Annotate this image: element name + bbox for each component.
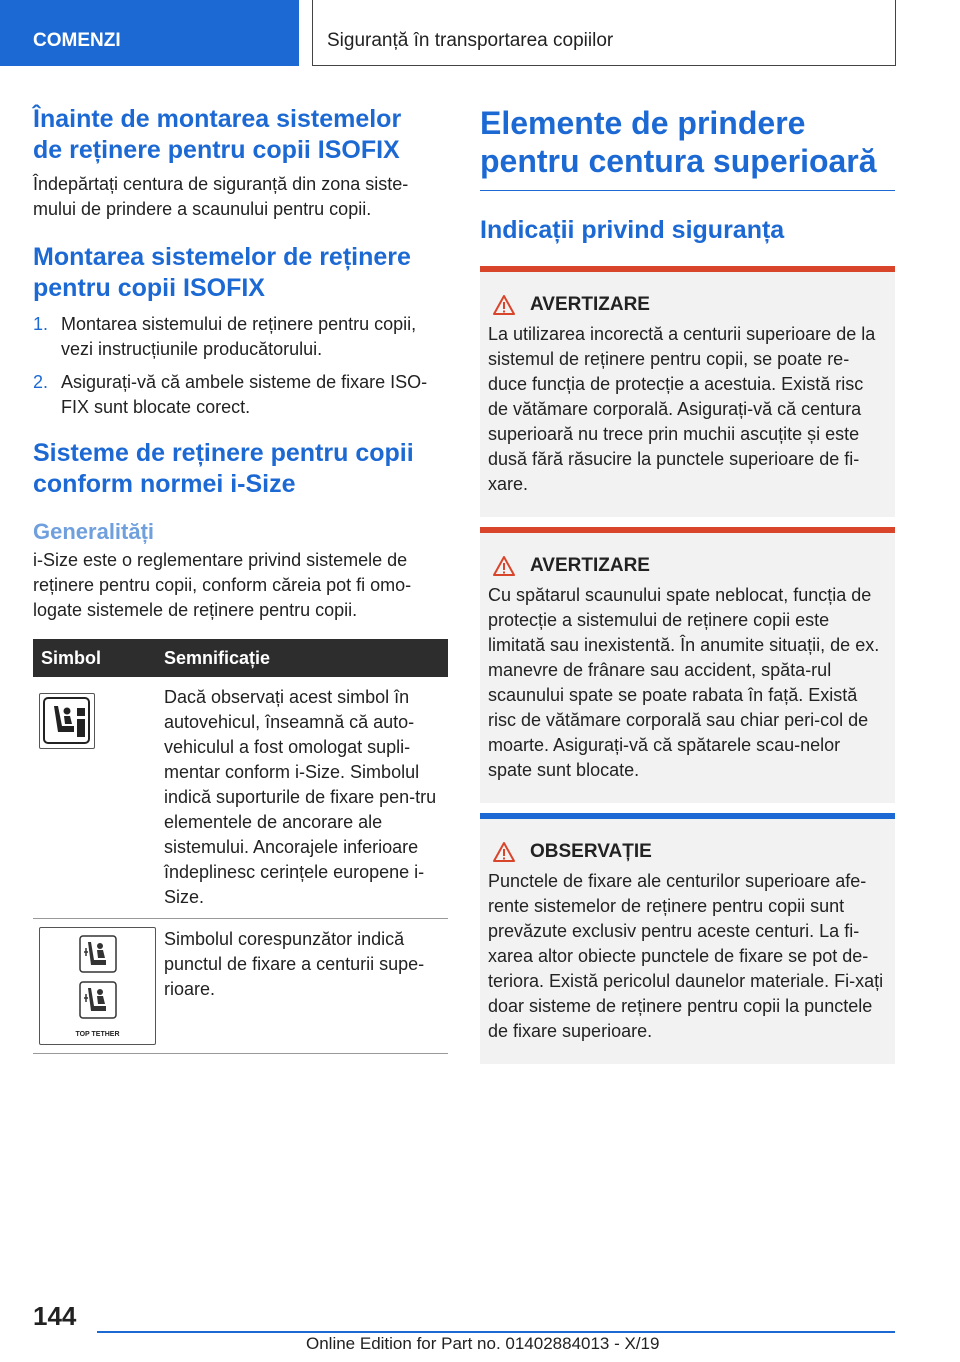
warning-box xyxy=(480,533,895,803)
list-item xyxy=(33,370,448,420)
warning-title-text: AVERTIZARE xyxy=(530,555,650,576)
warning-title xyxy=(492,555,887,577)
notice-title-text: OBSERVAȚIE xyxy=(530,841,652,862)
symbol-table xyxy=(33,639,448,1054)
step-text: Montarea sistemului de reținere pentru copii, vezi instrucțiunile producătorului. xyxy=(61,314,417,359)
meaning-cell: Simbolul corespunzător indică punctul de fixare a centurii supe‐rioare. xyxy=(156,919,448,1054)
warning-box xyxy=(480,272,895,517)
heading-safety: Indicații privind siguranța xyxy=(480,216,785,244)
top-tether-icon xyxy=(39,927,156,1045)
step-text: Asigurați-vă că ambele sisteme de fixare ISO‐FIX sunt blocate corect. xyxy=(61,372,428,417)
heading-top-tether: Elemente de prindere pentru centura superioară xyxy=(480,104,895,191)
warning-title xyxy=(492,294,887,316)
warning-text: Cu spătarul scaunului spate neblocat, funcția de protecție a sistemului de reținere copii este limitată sau inexistentă. În anumite situații, de ex. manevre de frânare sau accident, spăta‐rul scaunului spate se poate rabata în față. Există risc de vătămare corporală sau chiar peri‐col de moarte. Asigurați-vă că spătarele scau‐nelor spate sunt blocate. xyxy=(488,585,880,780)
notice-title xyxy=(492,841,887,863)
section-tab: COMENZI xyxy=(0,0,299,66)
notice-text: Punctele de fixare ale centurilor superioare afe‐rente sistemelor de reținere pentru copii sunt prevăzute exclusiv pentru aceste centuri. La fi‐xarea altor obiecte punctele de fixare se pot de‐teriora. Există pericolul daunelor materiale. Fi‐xați doar sisteme de reținere pentru copii la punctele de fixare superioare. xyxy=(488,871,884,1041)
table-header-row xyxy=(33,639,448,677)
notice-box xyxy=(480,819,895,1064)
page-number: 144 xyxy=(33,1301,77,1331)
paragraph-general: i-Size este o reglementare privind sistemele de reținere pentru copii, conform căreia pot fi omo‐logate sistemele de reținere pentru copii. xyxy=(33,550,412,620)
col-meaning-header: Semnificație xyxy=(156,639,448,677)
chapter-title: Siguranță în transportarea copiilor xyxy=(312,0,896,66)
footer-divider xyxy=(97,1331,895,1333)
col-symbol-header: Simbol xyxy=(33,639,156,677)
heading-isofix-before: Înainte de montarea sistemelor de reținere pentru copii ISOFIX xyxy=(33,105,402,164)
heading-isofix-mount: Montarea sistemelor de reținere pentru copii ISOFIX xyxy=(33,243,411,302)
warning-triangle-icon xyxy=(492,555,516,577)
meaning-cell: Dacă observați acest simbol în autovehicul, înseamnă că auto‐vehiculul a fost omologat supli‐mentar conform i-Size. Simbolul indică suporturile de fixare pen‐tru elementele de ancorare ale sistemului. Ancorajele inferioare îndeplinesc cerințele europene i-Size. xyxy=(156,677,448,919)
top-tether-label: TOP TETHER xyxy=(75,1031,120,1038)
paragraph-isofix-before: Îndepărtați centura de siguranță din zona siste‐mului de prindere a scaunului pentru copii. xyxy=(33,174,409,219)
heading-isize: Sisteme de reținere pentru copii conform normei i‑Size xyxy=(33,439,414,498)
symbol-cell xyxy=(33,919,156,1054)
steps-list xyxy=(33,312,448,420)
isize-seat-icon xyxy=(39,693,95,749)
warning-title-text: AVERTIZARE xyxy=(530,294,650,315)
left-column xyxy=(33,104,448,1054)
table-row xyxy=(33,677,448,919)
heading-general: Generalități xyxy=(33,519,155,544)
step-number: 2. xyxy=(33,372,49,392)
symbol-cell xyxy=(33,677,156,919)
list-item xyxy=(33,312,448,362)
table-row xyxy=(33,919,448,1054)
warning-text: La utilizarea incorectă a centurii superioare de la sistemul de reținere pentru copii, se poate re‐duce funcția de protecție a acestuia. Există risc de vătămare corporală. Asigurați-vă că centura superioară nu trece prin muchii ascuțite și este dusă fără răsucire la punctele superioare de fi‐xare. xyxy=(488,324,876,494)
warning-triangle-icon xyxy=(492,294,516,316)
footer-edition: Online Edition for Part no. 01402884013 - X/19 xyxy=(306,1334,660,1353)
step-number: 1. xyxy=(33,314,49,334)
right-column xyxy=(480,104,895,1064)
warning-triangle-icon xyxy=(492,841,516,863)
